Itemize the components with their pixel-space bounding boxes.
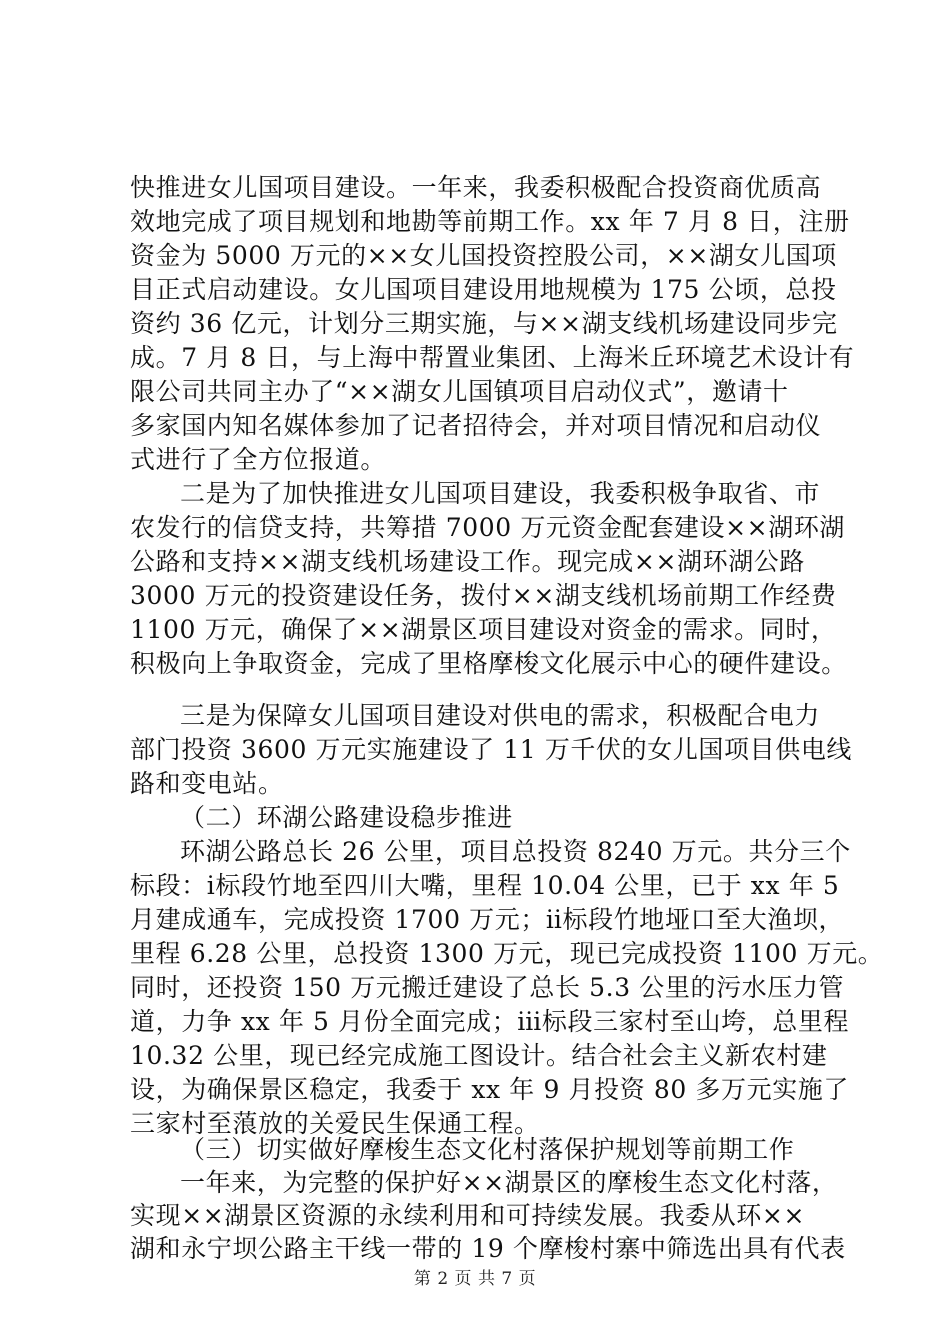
text-line: 成。7 月 8 日，与上海中帮置业集团、上海米丘环境艺术设计有 (130, 343, 855, 372)
text-line: 1100 万元，确保了××湖景区项目建设对资金的需求。同时， (130, 615, 837, 644)
text-line: 多家国内知名媒体参加了记者招待会，并对项目情况和启动仪 (130, 411, 822, 440)
text-line: 月建成通车，完成投资 1700 万元；ⅱ标段竹地垭口至大渔坝， (130, 905, 845, 934)
text-line: 10.32 公里，现已经完成施工图设计。结合社会主义新农村建 (130, 1041, 828, 1070)
text-line: 标段：ⅰ标段竹地至四川大嘴，里程 10.04 公里，已于 xx 年 5 (130, 871, 840, 900)
text-line: 部门投资 3600 万元实施建设了 11 万千伏的女儿国项目供电线 (130, 735, 853, 764)
text-line: 公路和支持××湖支线机场建设工作。现完成××湖环湖公路 (130, 547, 805, 576)
text-line: 积极向上争取资金，完成了里格摩梭文化展示中心的硬件建设。 (130, 649, 847, 678)
text-line: 效地完成了项目规划和地勘等前期工作。xx 年 7 月 8 日，注册 (130, 207, 850, 236)
section-heading: （三）切实做好摩梭生态文化村落保护规划等前期工作 (180, 1135, 795, 1164)
text-line: 资金为 5000 万元的××女儿国投资控股公司，××湖女儿国项 (130, 241, 837, 270)
text-line: 湖和永宁坝公路主干线一带的 19 个摩梭村寨中筛选出具有代表 (130, 1234, 846, 1263)
text-line: 式进行了全方位报道。 (130, 445, 387, 474)
text-line: 3000 万元的投资建设任务，拨付××湖支线机场前期工作经费 (130, 581, 837, 610)
text-line: 资约 36 亿元，计划分三期实施，与××湖支线机场建设同步完 (130, 309, 838, 338)
text-line: 限公司共同主办了“××湖女儿国镇项目启动仪式”，邀请十 (130, 377, 789, 406)
paragraph-first-line: 一年来，为完整的保护好××湖景区的摩梭生态文化村落， (180, 1168, 838, 1197)
paragraph-first-line: 三是为保障女儿国项目建设对供电的需求，积极配合电力 (180, 701, 821, 730)
text-line: 里程 6.28 公里，总投资 1300 万元，现已完成投资 1100 万元。 (130, 939, 884, 968)
text-line: 目正式启动建设。女儿国项目建设用地规模为 175 公顷，总投 (130, 275, 837, 304)
text-line: 实现××湖景区资源的永续利用和可持续发展。我委从环×× (130, 1201, 805, 1230)
paragraph-first-line: 二是为了加快推进女儿国项目建设，我委积极争取省、市 (180, 479, 821, 508)
text-line: 农发行的信贷支持，共筹措 7000 万元资金配套建设××湖环湖 (130, 513, 846, 542)
text-line: 快推进女儿国项目建设。一年来，我委积极配合投资商优质高 (130, 173, 822, 202)
text-line: 三家村至蒗放的关爱民生保通工程。 (130, 1109, 540, 1138)
text-line: 路和变电站。 (130, 769, 284, 798)
section-heading: （二）环湖公路建设稳步推进 (180, 803, 513, 832)
text-line: 道，力争 xx 年 5 月份全面完成；ⅲ标段三家村至山垮，总里程 (130, 1007, 850, 1036)
text-line: 同时，还投资 150 万元搬迁建设了总长 5.3 公里的污水压力管 (130, 973, 845, 1002)
page-number-label: 第 2 页 共 7 页 (413, 1269, 537, 1289)
text-line: 设，为确保景区稳定，我委于 xx 年 9 月投资 80 多万元实施了 (130, 1075, 849, 1104)
paragraph-first-line: 环湖公路总长 26 公里，项目总投资 8240 万元。共分三个 (180, 837, 851, 866)
page-footer (0, 1268, 950, 1290)
